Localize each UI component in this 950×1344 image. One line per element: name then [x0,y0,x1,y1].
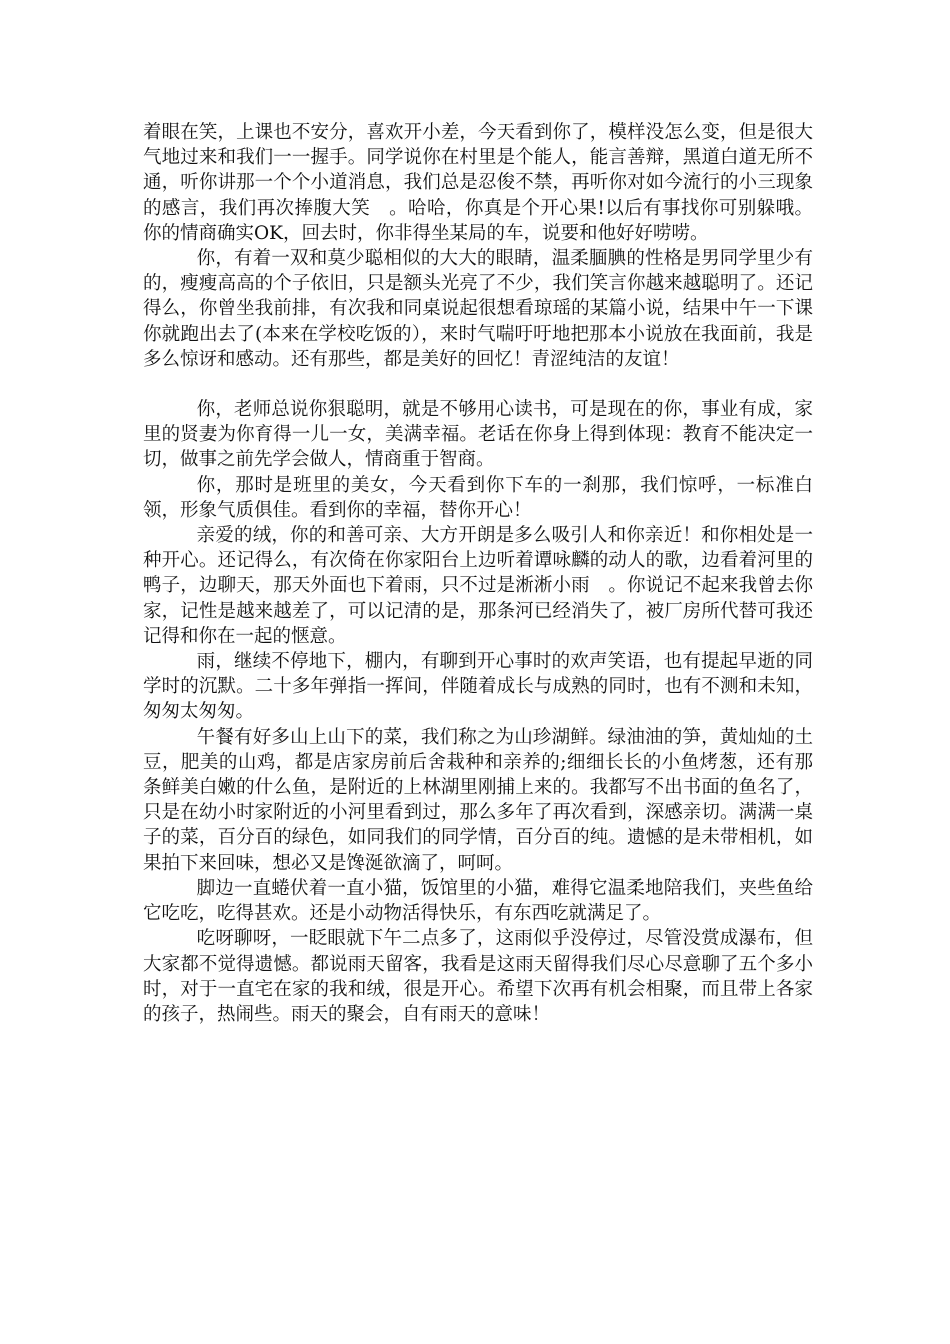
paragraph-9: 吃呀聊呀，一眨眼就下午二点多了，这雨似乎没停过，尽管没赏成瀑布，但大家都不觉得遗憾。都说雨天留客，我看是这雨天留得我们尽心尽意聊了五个多小时，对于一直宅在家的我和绒，很是开心。希望下次再有机会相聚，而且带上各家的孩子，热闹些。雨天的聚会，自有雨天的意味！ [143,928,813,1025]
paragraph-6: 雨，继续不停地下，棚内，有聊到开心事时的欢声笑语，也有提起早逝的同学时的沉默。二十多年弹指一挥间，伴随着成长与成熟的同时，也有不测和未知，匆匆太匆匆。 [143,651,813,723]
paragraph-3: 你，老师总说你狠聪明，就是不够用心读书，可是现在的你，事业有成，家里的贤妻为你育得一儿一女，美满幸福。老话在你身上得到体现：教育不能决定一切，做事之前先学会做人，情商重于智商。 [143,399,813,471]
paragraph-4: 你，那时是班里的美女，今天看到你下车的一刹那，我们惊呼，一标准白领，形象气质俱佳。看到你的幸福，替你开心！ [143,474,813,521]
document-body [143,120,813,1027]
paragraph-5: 亲爱的绒，你的和善可亲、大方开朗是多么吸引人和你亲近！和你相处是一种开心。还记得么，有次倚在你家阳台上边听着谭咏麟的动人的歌，边看着河里的鸭子，边聊天，那天外面也下着雨，只不过是淅淅小雨 。你说记不起来我曾去你家，记性是越来越差了，可以记清的是，那条河已经消失了，被厂房所代替可我还记得和你在一起的惬意。 [143,525,813,647]
paragraph-gap [143,372,813,397]
paragraph-2: 你，有着一双和莫少聪相似的大大的眼睛，温柔腼腆的性格是男同学里少有的，瘦瘦高高的个子依旧，只是额头光亮了不少，我们笑言你越来越聪明了。还记得么，你曾坐我前排，有次我和同桌说起很想看琼瑶的某篇小说，结果中午一下课你就跑出去了(本来在学校吃饭的），来时气喘吁吁地把那本小说放在我面前，我是多么惊讶和感动。还有那些，都是美好的回忆！青涩纯洁的友谊！ [143,248,813,370]
paragraph-7: 午餐有好多山上山下的菜，我们称之为山珍湖鲜。绿油油的笋，黄灿灿的土豆，肥美的山鸡，都是店家房前后舍栽种和亲养的;细细长长的小鱼烤葱，还有那条鲜美白嫩的什么鱼，是附近的上林湖里刚捕上来的。我都写不出书面的鱼名了，只是在幼小时家附近的小河里看到过，那么多年了再次看到，深感亲切。满满一桌子的菜，百分百的绿色，如同我们的同学情，百分百的纯。遗憾的是未带相机，如果拍下来回味，想必又是馋涎欲滴了，呵呵。 [143,726,813,874]
paragraph-1: 着眼在笑，上课也不安分，喜欢开小差，今天看到你了，模样没怎么变，但是很大气地过来和我们一一握手。同学说你在村里是个能人，能言善辩，黑道白道无所不通，听你讲那一个个小道消息，我们总是忍俊不禁，再听你对如今流行的小三现象的感言，我们再次捧腹大笑 。哈哈，你真是个开心果!以后有事找你可别躲哦。你的情商确实OK，回去时，你非得坐某局的车，说要和他好好唠唠。 [143,122,813,244]
paragraph-8: 脚边一直蜷伏着一直小猫，饭馆里的小猫，难得它温柔地陪我们，夹些鱼给它吃吃，吃得甚欢。还是小动物活得快乐，有东西吃就满足了。 [143,877,813,925]
